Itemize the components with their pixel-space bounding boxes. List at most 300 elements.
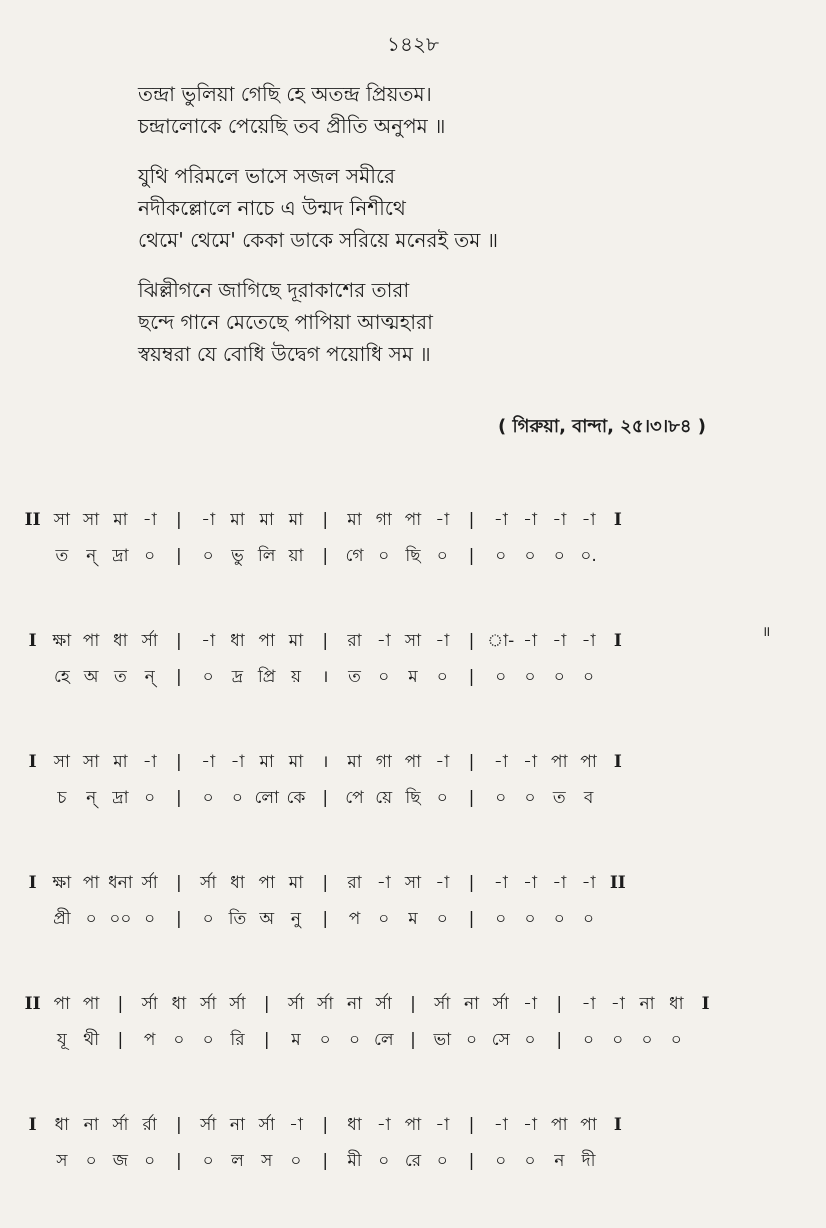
note-cell: ধা (669, 994, 684, 1014)
note-cell: -া (552, 631, 567, 651)
syllable-cell: ত (55, 546, 69, 566)
note-cell: মা (288, 752, 304, 772)
note-cell (749, 865, 778, 901)
syllable-cell: দ্রা (112, 546, 129, 566)
note-cell: সা (83, 752, 100, 772)
note-cell (779, 986, 808, 1022)
note-cell (662, 744, 691, 780)
note-cell: -া (288, 1115, 303, 1135)
syllable-cell: | (468, 667, 475, 687)
note-cell: -া (523, 752, 538, 772)
note-cell (632, 744, 661, 780)
note-cell: -া (581, 994, 596, 1014)
note-cell: -া (523, 1115, 538, 1135)
note-cell: -া (581, 510, 596, 530)
note-cell: -া (610, 994, 625, 1014)
note-cell: সা (83, 510, 100, 530)
note-cell: I (28, 631, 37, 651)
syllable-cell (18, 1143, 47, 1179)
poem-line: ঝিল্লীগনে জাগিছে দূরাকাশের তারা (138, 278, 410, 302)
note-cell: -া (523, 510, 538, 530)
syllable-cell (720, 1022, 749, 1058)
note-cell (691, 744, 720, 780)
syllable-cell (603, 901, 632, 937)
syllable-cell: তি (228, 909, 247, 929)
syllable-cell (662, 538, 691, 574)
syllable-cell: ০ (495, 909, 507, 929)
note-cell: I (701, 994, 710, 1014)
note-cell: | (322, 1115, 329, 1135)
syllable-cell (749, 780, 778, 816)
note-cell (632, 623, 661, 659)
note-cell: পা (82, 994, 100, 1014)
note-cell: সা (53, 510, 70, 530)
note-cell: না (83, 1115, 99, 1135)
notation-block (18, 502, 808, 1228)
syllable-cell: ০ (378, 546, 390, 566)
note-cell: | (322, 510, 329, 530)
syllable-cell: | (263, 1030, 270, 1050)
syllable-cell: ০ (524, 1151, 536, 1171)
syllable-cell: | (322, 1151, 329, 1171)
syllable-cell: ০ (202, 667, 214, 687)
syllable-cell: ০ (641, 1030, 653, 1050)
syllable-cell (691, 1143, 720, 1179)
syllable-cell: ০ (583, 1030, 595, 1050)
notation-row (18, 986, 808, 1107)
note-cell: -া (435, 1115, 450, 1135)
note-cell: | (410, 994, 416, 1014)
note-cell (720, 865, 749, 901)
note-cell: র্সা (141, 631, 158, 651)
syllable-cell: মী (347, 1151, 362, 1171)
syllable-cell (603, 538, 632, 574)
syllable-cell: ০ (495, 667, 507, 687)
note-cell: -া (142, 510, 157, 530)
syllable-cell: নু (290, 909, 302, 929)
note-cell: -া (435, 752, 450, 772)
syllable-cell: | (468, 546, 475, 566)
syllable-cell (603, 780, 632, 816)
syllable-cell: ব (583, 788, 594, 808)
syllable-cell: ছি (405, 788, 421, 808)
syllable-cell: ভা (433, 1030, 452, 1050)
syllable-cell: অ (259, 909, 275, 929)
note-cell: | (176, 631, 182, 651)
syllable-cell: ন (554, 1151, 565, 1171)
sargam-line (18, 502, 808, 538)
note-cell: ধা (113, 631, 128, 651)
note-cell: র্সা (141, 873, 158, 893)
note-cell (779, 623, 808, 659)
syllable-cell: ০ (436, 909, 448, 929)
sargam-line (18, 865, 808, 901)
stanza-3 (138, 274, 778, 370)
note-cell (749, 502, 778, 538)
syllable-cell (779, 538, 808, 574)
note-cell: | (117, 994, 124, 1014)
note-cell (691, 502, 720, 538)
syllable-cell: ০ (290, 1151, 302, 1171)
syllable-cell (720, 659, 749, 695)
syllable-cell: ০ (553, 667, 565, 687)
note-cell: | (322, 873, 329, 893)
note-cell: -া (493, 510, 508, 530)
syllable-cell: গে (345, 546, 364, 566)
note-cell: | (176, 510, 182, 530)
note-cell: গা (375, 752, 392, 772)
note-cell: মা (347, 510, 362, 530)
note-cell: I (28, 752, 37, 772)
notation-row (18, 744, 808, 865)
note-cell: পা (258, 873, 275, 893)
note-cell: সা (404, 631, 422, 651)
syllable-cell: | (556, 1030, 563, 1050)
note-cell (632, 502, 661, 538)
syllable-cell: | (468, 1151, 475, 1171)
note-cell: -া (523, 873, 538, 893)
note-cell: র্রা (142, 1115, 157, 1135)
lyric-line (18, 1143, 808, 1179)
note-cell (662, 865, 691, 901)
syllable-cell: ০ (202, 1030, 214, 1050)
syllable-cell: ০ (524, 546, 536, 566)
syllable-cell: ০ (144, 546, 156, 566)
syllable-cell: ০ (436, 1151, 448, 1171)
note-cell: -া (435, 873, 450, 893)
syllable-cell: স (261, 1151, 273, 1171)
syllable-cell: ০ (495, 788, 507, 808)
syllable-cell: | (468, 909, 475, 929)
note-cell: র্সা (200, 1115, 217, 1135)
syllable-cell (662, 780, 691, 816)
syllable-cell: লি (257, 546, 276, 566)
syllable-cell: লো (254, 788, 279, 808)
note-cell: I (613, 1115, 622, 1135)
syllable-cell: চ (57, 788, 67, 808)
note-cell: ধা (171, 994, 187, 1014)
note-cell: পা (580, 752, 597, 772)
poem (138, 78, 778, 388)
note-cell: -া (581, 873, 596, 893)
syllable-cell: ০ (553, 909, 565, 929)
syllable-cell (662, 901, 691, 937)
syllable-cell: ০ (436, 546, 448, 566)
sargam-line (18, 986, 808, 1022)
syllable-cell: ভু (231, 546, 244, 566)
note-cell: । (321, 752, 329, 772)
syllable-cell: ০ (144, 1151, 156, 1171)
note-cell: | (176, 873, 182, 893)
note-cell (632, 1107, 661, 1143)
syllable-cell: | (410, 1030, 416, 1050)
syllable-cell: ত (552, 788, 566, 808)
note-cell: মা (230, 510, 245, 530)
syllable-cell (691, 1022, 720, 1058)
syllable-cell: ০ (348, 1030, 360, 1050)
page-number: ১৪২৮ (387, 32, 439, 56)
syllable-cell (18, 659, 47, 695)
syllable-cell: ছি (405, 546, 421, 566)
lyric-line (18, 1022, 808, 1058)
syllable-cell: জ (112, 1151, 128, 1171)
syllable-cell (720, 901, 749, 937)
syllable-cell (749, 901, 778, 937)
syllable-cell (18, 780, 47, 816)
syllable-cell: ০ (583, 909, 595, 929)
syllable-cell (779, 1143, 808, 1179)
note-cell: না (639, 994, 655, 1014)
note-cell: I (613, 631, 622, 651)
syllable-cell: প্রি (257, 667, 276, 687)
syllable-cell: ০ (144, 909, 156, 929)
note-cell: -া (376, 873, 391, 893)
poem-line: থেমে' থেমে' কেকা ডাকে সরিয়ে মনেরই তম ॥ (138, 228, 499, 252)
note-cell: র্সা (492, 994, 509, 1014)
syllable-cell (662, 659, 691, 695)
syllable-cell: | (468, 788, 475, 808)
note-cell: র্সা (200, 994, 217, 1014)
syllable-cell (720, 1143, 749, 1179)
note-cell: -া (435, 510, 450, 530)
syllable-cell: ০ (144, 788, 156, 808)
note-cell (779, 1107, 808, 1143)
syllable-cell: ন্ (86, 546, 97, 566)
note-cell: -া (581, 631, 596, 651)
note-cell: পা (404, 1115, 422, 1135)
syllable-cell (749, 659, 778, 695)
note-cell: | (556, 994, 563, 1014)
syllable-cell: প (348, 909, 361, 929)
syllable-cell (749, 1022, 778, 1058)
note-cell: র্সা (141, 994, 158, 1014)
note-cell: পা (82, 631, 100, 651)
note-cell: পা (404, 752, 422, 772)
syllable-cell: | (322, 788, 329, 808)
syllable-cell: ০ (524, 1030, 536, 1050)
note-cell: -া (493, 752, 508, 772)
syllable-cell: ০ (495, 1151, 507, 1171)
note-cell: -া (201, 752, 216, 772)
syllable-cell: হে (53, 667, 70, 687)
note-cell (749, 986, 778, 1022)
note-cell: II (24, 994, 41, 1014)
note-cell: -া (376, 1115, 391, 1135)
syllable-cell: ০ (173, 1030, 185, 1050)
note-cell: -া (230, 752, 245, 772)
syllable-cell: রে (404, 1151, 422, 1171)
syllable-cell (691, 538, 720, 574)
syllable-cell (779, 659, 808, 695)
note-cell: -া (523, 631, 538, 651)
syllable-cell (632, 659, 661, 695)
note-cell: র্সা (375, 994, 392, 1014)
syllable-cell: ০ (524, 788, 536, 808)
note-cell: -া (435, 631, 450, 651)
syllable-cell: ন্ (144, 667, 155, 687)
syllable-cell: দী (581, 1151, 596, 1171)
note-cell (779, 502, 808, 538)
syllable-cell: প্রী (53, 909, 71, 929)
syllable-cell (691, 901, 720, 937)
syllable-cell: ত (348, 667, 361, 687)
syllable-cell: | (176, 546, 182, 566)
note-cell: র্সা (229, 994, 246, 1014)
note-cell: না (346, 994, 363, 1014)
syllable-cell (632, 1143, 661, 1179)
note-cell: পা (82, 873, 100, 893)
syllable-cell: | (176, 909, 182, 929)
syllable-cell: ০ (465, 1030, 478, 1050)
note-cell: -া (493, 873, 508, 893)
syllable-cell: ০ (202, 788, 214, 808)
note-cell: মা (113, 510, 128, 530)
note-cell: র্সা (317, 994, 334, 1014)
syllable-cell: ০ (85, 909, 97, 929)
stanza-1 (138, 78, 778, 142)
syllable-cell: ০ (583, 667, 595, 687)
note-cell: | (468, 873, 475, 893)
syllable-cell: থী (83, 1030, 100, 1050)
syllable-cell (632, 538, 661, 574)
note-cell: ধনা (108, 873, 133, 893)
syllable-cell (779, 1022, 808, 1058)
syllable-cell: ০ (436, 667, 448, 687)
syllable-cell: যূ (56, 1030, 67, 1050)
syllable-cell: ০ (202, 1151, 214, 1171)
note-cell: | (468, 752, 475, 772)
syllable-cell (749, 538, 778, 574)
lyric-line (18, 659, 808, 695)
syllable-cell: ০ (524, 667, 536, 687)
syllable-cell: লে (373, 1030, 394, 1050)
note-cell (720, 986, 749, 1022)
syllable-cell: ০০ (109, 909, 132, 929)
note-cell: | (263, 994, 270, 1014)
note-cell (779, 865, 808, 901)
note-cell: গা (375, 510, 392, 530)
syllable-cell: ০ (319, 1030, 331, 1050)
syllable-cell: ০ (495, 546, 507, 566)
note-cell: া- (487, 631, 515, 651)
note-cell (662, 1107, 691, 1143)
note-cell: | (468, 631, 475, 651)
syllable-cell (779, 780, 808, 816)
syllable-cell: য় (290, 667, 301, 687)
syllable-cell: | (322, 546, 329, 566)
note-cell: র্সা (434, 994, 451, 1014)
syllable-cell: | (117, 1030, 124, 1050)
notation-row (18, 865, 808, 986)
note-cell: র্সা (112, 1115, 129, 1135)
note-cell: I (613, 510, 622, 530)
note-cell (662, 502, 691, 538)
note-cell: না (229, 1115, 245, 1135)
syllable-cell: ০ (378, 909, 390, 929)
syllable-cell: য়ে (375, 788, 393, 808)
note-cell: | (468, 510, 475, 530)
syllable-cell: | (176, 1151, 182, 1171)
note-cell (720, 502, 749, 538)
note-cell: পা (404, 510, 422, 530)
poem-line: ছন্দে গানে মেতেছে পাপিয়া আত্মহারা (138, 310, 433, 334)
poem-line: স্বয়ম্বরা যে বোধি উদ্বেগ পয়োধি সম ॥ (138, 342, 431, 366)
lyric-line (18, 901, 808, 937)
note-cell: পা (551, 1115, 568, 1135)
note-cell: সা (53, 752, 70, 772)
note-cell: -া (201, 631, 216, 651)
syllable-cell: ০ (202, 909, 214, 929)
sargam-line (18, 623, 808, 659)
syllable-cell: । (321, 667, 329, 687)
syllable-cell (691, 659, 720, 695)
note-cell (749, 1107, 778, 1143)
syllable-cell (632, 901, 661, 937)
syllable-cell: রি (230, 1030, 245, 1050)
syllable-cell: ০ (85, 1151, 97, 1171)
note-cell: র্সা (287, 994, 305, 1014)
notation-row (18, 502, 808, 623)
note-cell: I (28, 1115, 37, 1135)
note-cell: মা (113, 752, 128, 772)
syllable-cell: সে (491, 1030, 510, 1050)
note-cell: মা (288, 873, 304, 893)
note-cell (662, 623, 691, 659)
note-cell (749, 744, 778, 780)
poem-line: নদীকল্লোলে নাচে এ উন্মদ নিশীথে (138, 196, 406, 220)
syllable-cell (18, 538, 47, 574)
syllable-cell (691, 780, 720, 816)
note-cell: ধা (54, 1115, 70, 1135)
note-cell: র্সা (200, 873, 217, 893)
note-cell: রা (347, 631, 362, 651)
note-cell (749, 623, 778, 659)
note-cell: | (322, 631, 329, 651)
note-cell: পা (580, 1115, 597, 1135)
note-cell (779, 744, 808, 780)
notation-row (18, 623, 808, 744)
syllable-cell: | (176, 788, 182, 808)
syllable-cell: ম (408, 909, 418, 929)
stanza-2 (138, 160, 778, 256)
syllable-cell (720, 780, 749, 816)
note-cell: না (463, 994, 480, 1014)
syllable-cell: | (176, 667, 182, 687)
note-cell: -া (493, 1115, 508, 1135)
note-cell (720, 1107, 749, 1143)
note-cell: পা (258, 631, 275, 651)
syllable-cell: ০ (524, 909, 536, 929)
note-cell (691, 1107, 720, 1143)
note-cell: I (613, 752, 622, 772)
syllable-cell: স (56, 1151, 68, 1171)
poem-line: তন্দ্রা ভুলিয়া গেছি হে অতন্দ্র প্রিয়তম। (138, 82, 432, 106)
syllable-cell (18, 1022, 47, 1058)
syllable-cell: ম (291, 1030, 301, 1050)
syllable-cell: ন্ (86, 788, 97, 808)
note-cell (720, 623, 749, 659)
note-cell: | (176, 752, 182, 772)
syllable-cell: দ্রা (112, 788, 129, 808)
note-cell: মা (259, 510, 274, 530)
note-cell: ধা (230, 873, 245, 893)
syllable-cell (749, 1143, 778, 1179)
note-cell: মা (347, 752, 362, 772)
syllable-cell (779, 901, 808, 937)
note-cell: -া (201, 510, 216, 530)
syllable-cell: পে (345, 788, 364, 808)
note-cell: পা (53, 994, 71, 1014)
